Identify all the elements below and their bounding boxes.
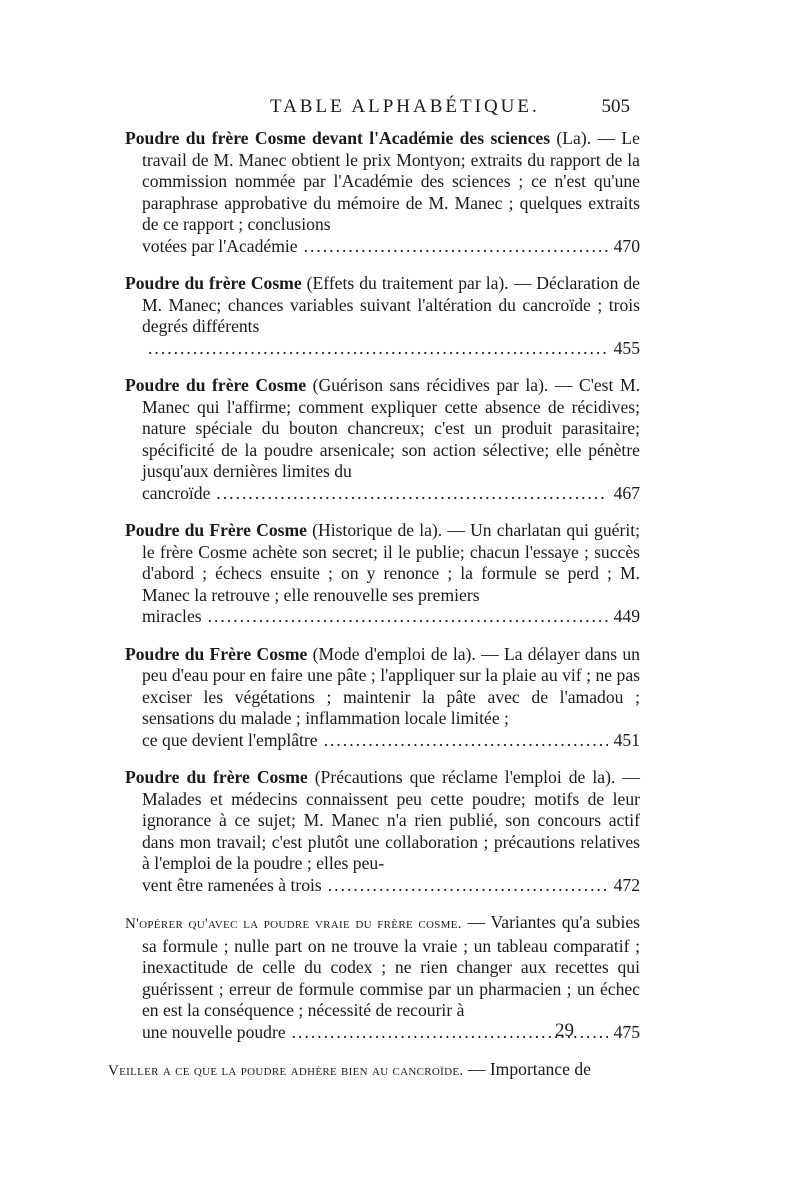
- entry-body: (Précautions que réclame l'emploi de la). — Malades et médecins connaissent peu cette poudre; motifs de leur ignorance à ce sujet; M. Manec n'a rien publié, son concours actif dans mon travail; c'est plutôt une collaboration ; précautions relatives à l'emploi de la poudre ; elles peu-: [142, 767, 640, 873]
- dot-leader: [328, 875, 608, 897]
- entry-leader-line: [142, 483, 640, 505]
- entry-leader-line: [142, 338, 640, 360]
- dot-leader: [208, 606, 608, 628]
- index-entry: [125, 520, 640, 628]
- entry-body: (Mode d'emploi de la). — La délayer dans un peu d'eau pour en faire une pâte ; l'appliquer sur la plaie au vif ; ne pas exciser les végétations ; maintenir la pâte avec de l'amadou ; sensations du malade ; inflammation locale limitée ;: [142, 643, 640, 728]
- entry-body: (Effets du traitement par la). — Déclaration de M. Manec; chances variables suivant l'altération du cancroïde ; trois degrés différents: [142, 273, 640, 336]
- entry-body: — Variantes qu'a subies sa formule ; nulle part on ne trouve la vraie ; un tableau comparatif ; inexactitude de celle du codex ; ne rien changer aux recettes qui guérissent ; erreur de formule commise par un pharmacien ; un échec en est la conséquence ; nécessité de recourir à: [142, 912, 640, 1020]
- entry-last-text: vent être ramenées à trois: [142, 874, 322, 895]
- entry-page-ref: 449: [613, 606, 640, 626]
- entry-body: (Guérison sans récidives par la). — C'est M. Manec qui l'affirme; comment expliquer cette absence de récidives; nature spéciale du bouton chancreux; c'est un produit parasitaire; spécificité de la poudre arsenicale; son action sélective; elle pénètre jusqu'aux dernières limites du: [142, 375, 640, 481]
- index-entry: [125, 644, 640, 752]
- index-entry-continued: [108, 1059, 640, 1083]
- running-header: [270, 96, 630, 124]
- entry-leader-line: [142, 730, 640, 752]
- entry-page-ref: 475: [613, 1021, 640, 1042]
- entry-heading: Veiller a ce que la poudre adhère bien au cancroïde.: [108, 1063, 464, 1079]
- entry-last-text: votées par l'Académie: [142, 235, 298, 256]
- entry-body: — Importance de: [463, 1059, 591, 1079]
- entry-heading: Poudre du frère Cosme: [125, 375, 307, 395]
- entry-last-text: une nouvelle poudre: [142, 1021, 286, 1042]
- entry-last-text: cancroïde: [142, 482, 211, 503]
- entry-heading: Poudre du Frère Cosme: [125, 643, 308, 664]
- entry-page-ref: 470: [613, 235, 640, 256]
- entry-page-ref: 467: [613, 482, 640, 503]
- dot-leader: [304, 236, 608, 258]
- entry-heading: Poudre du frère Cosme: [125, 767, 308, 787]
- index-entries: [108, 128, 640, 1083]
- index-entry: [125, 375, 640, 504]
- index-entry: [125, 767, 640, 896]
- entry-heading: Poudre du frère Cosme: [125, 273, 302, 293]
- index-entry: [125, 128, 640, 257]
- dot-leader: [148, 338, 608, 360]
- entry-heading: Poudre du frère Cosme devant l'Académie des sciences: [125, 128, 551, 148]
- index-entry: [125, 273, 640, 359]
- entry-body: (La). — Le travail de M. Manec obtient le prix Montyon; extraits du rapport de la commission nommée par l'Académie des sciences ; ce n'est qu'une paraphrase approbative du mémoire de M. Manec ; quelques extraits de ce rapport ; conclusions: [142, 128, 640, 234]
- entry-leader-line: [142, 606, 640, 628]
- entry-page-ref: 455: [613, 337, 640, 358]
- entry-heading: N'opérer qu'avec la poudre vraie du frère cosme.: [125, 916, 462, 932]
- entry-body: (Historique de la). — Un charlatan qui guérit; le frère Cosme achète son secret; il le publie; chacun l'essaye ; succès d'abord ; échecs ensuite ; on y renonce ; la formule se perd ; M. Manec la retrouve ; elle renouvelle ses premiers: [142, 520, 640, 605]
- signature-mark: 29: [555, 1020, 574, 1041]
- entry-last-text: miracles: [142, 606, 202, 626]
- entry-leader-line: [142, 875, 640, 897]
- page-number: 505: [601, 96, 630, 117]
- dot-leader: [324, 730, 608, 752]
- entry-last-text: ce que devient l'emplâtre: [142, 729, 318, 750]
- entry-heading: Poudre du Frère Cosme: [125, 520, 307, 540]
- entry-leader-line: [142, 236, 640, 258]
- entry-page-ref: 472: [613, 874, 640, 895]
- header-title: TABLE ALPHABÉTIQUE.: [270, 96, 540, 117]
- dot-leader: [216, 483, 607, 505]
- entry-page-ref: 451: [613, 729, 640, 750]
